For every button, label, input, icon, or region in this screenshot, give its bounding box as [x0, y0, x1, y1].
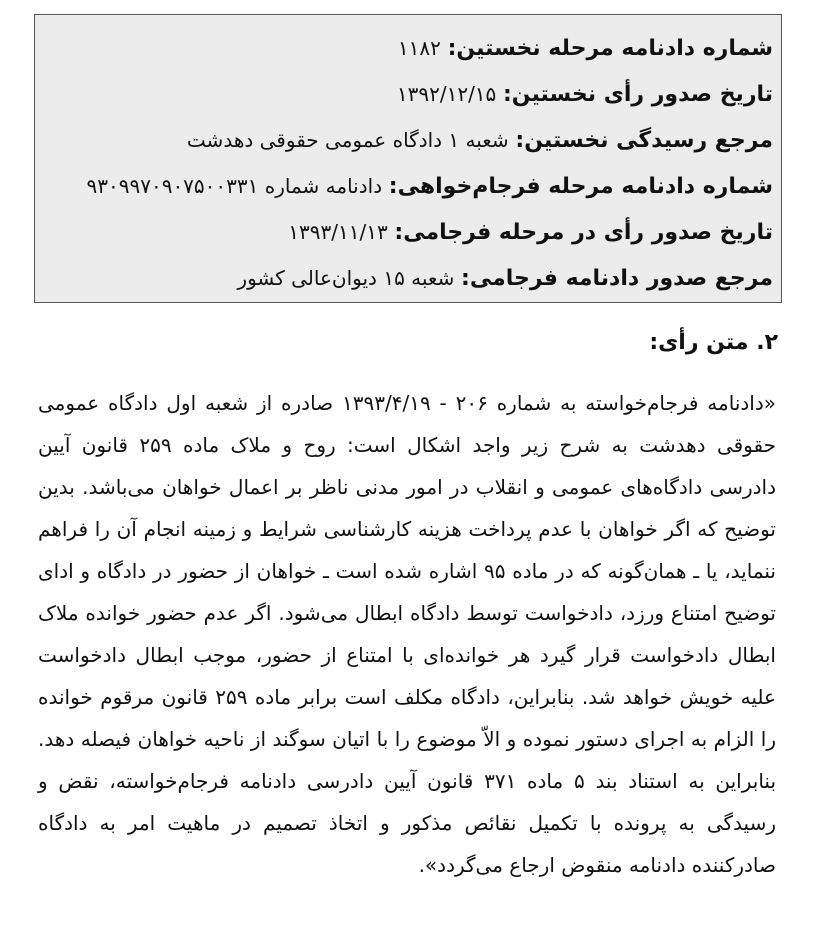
- section-heading: ۲. متن رأی:: [649, 330, 778, 355]
- info-value: دادنامه شماره ۹۳۰۹۹۷۰۹۰۷۵۰۰۳۳۱: [86, 174, 383, 198]
- case-info-box: [34, 14, 782, 303]
- info-label: تاریخ صدور رأی در مرحله فرجامی:: [394, 220, 773, 245]
- info-value: شعبه ۱ دادگاه عمومی حقوقی دهدشت: [186, 128, 509, 152]
- info-label: مرجع رسیدگی نخستین:: [515, 128, 773, 153]
- info-value: ۱۳۹۲/۱۲/۱۵: [396, 82, 497, 106]
- info-row-first-court: [45, 117, 773, 163]
- info-label: شماره دادنامه مرحله نخستین:: [447, 36, 773, 61]
- judgment-text: «دادنامه فرجام‌خواسته به شماره ۲۰۶ - ۱۳۹۳/۴/۱۹ صادره از شعبه اول دادگاه عمومی حقوقی دهدشت به شرح زیر واجد اشکال است: روح و ملاک ماده ۲۵۹ قانون آیین دادرسی دادگاه‌های عمومی و انقلاب در امور مدنی ناظر بر اعمال خواهان می‌باشد. بدین توضیح که اگر خواهان با عدم پرداخت هزینه کارشناسی شرایط و زمینه انجام آن را فراهم ننماید، یا ـ همان‌گونه که در ماده ۹۵ اشاره شده است ـ خواهان از حضور در دادگاه و ادای توضیح امتناع ورزد، دادخواست توسط دادگاه ابطال می‌شود. اگر عدم حضور خوانده ملاک ابطال دادخواست قرار گیرد هر خوانده‌ای با امتناع از حضور، موجب ابطال دادخواست علیه خویش خواهد شد. بنابراین، دادگاه مکلف است برابر ماده ۲۵۹ قانون مرقوم خوانده را الزام به اجرای دستور نموده و الاّ موضوع را با اتیان سوگند از ناحیه خواهان فیصله دهد. بنابراین به استناد بند ۵ ماده ۳۷۱ قانون آیین دادرسی دادنامه فرجام‌خواسته، نقض و رسیدگی به پرونده با تکمیل نقائص مذکور و اتخاذ تصمیم در ماهیت امر به دادگاه صادرکننده دادنامه منقوض ارجاع می‌گردد».: [38, 391, 777, 877]
- info-row-first-judgment-date: [45, 71, 773, 117]
- info-row-appeal-judgment-number: [45, 163, 773, 209]
- info-label: تاریخ صدور رأی نخستین:: [502, 82, 773, 107]
- info-value: ۱۱۸۲: [397, 36, 441, 60]
- info-value: شعبه ۱۵ دیوان‌عالی کشور: [237, 266, 455, 290]
- info-label: شماره دادنامه مرحله فرجام‌خواهی:: [388, 174, 773, 199]
- info-label: مرجع صدور دادنامه فرجامی:: [461, 266, 773, 291]
- info-value: ۱۳۹۳/۱۱/۱۳: [288, 220, 388, 244]
- info-row-appeal-court: [45, 255, 773, 301]
- info-row-appeal-judgment-date: [45, 209, 773, 255]
- info-row-first-judgment-number: [45, 25, 773, 71]
